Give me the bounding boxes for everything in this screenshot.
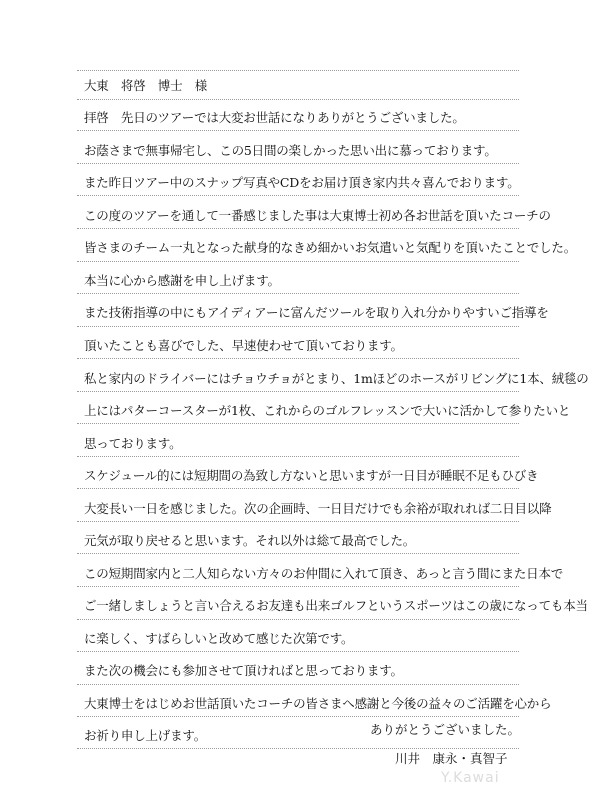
letter-line: 上にはパターコースターが1枚、これからのゴルフレッスンで大いに活かして参りたいと: [84, 403, 571, 418]
letter-line: 私と家内のドライバーにはチョウチョがとまり、1mほどのホースがリビングに1本、絨毯の: [84, 371, 589, 386]
letter-line: この度のツアーを通して一番感じました事は大東博士初め各お世話を頂いたコーチの: [84, 208, 551, 223]
letter-line: 大東博士をはじめお世話頂いたコーチの皆さまへ感謝と今後の益々のご活躍を心から: [84, 696, 552, 711]
ruled-line: [77, 651, 519, 652]
ruled-line: [77, 553, 519, 554]
ruled-line: [77, 163, 519, 164]
ruled-line: [77, 195, 519, 196]
letter-line: 皆さまのチーム一丸となった献身的なきめ細かいお気遣いと気配りを頂いたことでした。: [84, 240, 577, 255]
letter-line: 頂いたことも喜びでした、早速使わせて頂いております。: [84, 338, 403, 353]
letter-line: また技術指導の中にもアイディアーに富んだツールを取り入れ分かりやすいご指導を: [84, 305, 549, 320]
letter-line: 本当に心から感謝を申し上げます。: [84, 273, 280, 288]
letter-line: 思っております。: [84, 436, 182, 451]
letter-line: に楽しく、すばらしいと改めて感じた次第です。: [84, 631, 354, 646]
salutation: 大東 将啓 博士 様: [84, 78, 208, 93]
ruled-line: [77, 70, 519, 71]
letter-line: スケジュール的には短期間の為致し方ないと思いますが一日目が睡眠不足もひびき: [84, 468, 539, 483]
letter-line: 拝啓 先日のツアーでは大変お世話になりありがとうございました。: [84, 110, 465, 125]
letter-line: 元気が取り戻せると思います。それ以外は総て最高でした。: [84, 533, 416, 548]
letter-line: お祈り申し上げます。: [84, 728, 207, 743]
closing-phrase: ありがとうございました。: [370, 722, 521, 737]
letter-line: この短期間家内と二人知らない方々のお仲間に入れて頂き、あっと言う間にまた日本で: [84, 566, 564, 581]
ruled-line: [77, 586, 519, 587]
ruled-line: [77, 521, 519, 522]
ruled-line: [77, 684, 519, 685]
ruled-line: [77, 748, 519, 749]
ruled-line: [77, 716, 519, 717]
letter-line: 大変長い一日を感じました。次の企画時、一日目だけでも余裕が取れれば二日目以降: [84, 501, 552, 516]
letter-line: ご一緒しましょうと言い合えるお友達も出来ゴルフというスポーツはこの歳になっても本当: [84, 598, 588, 613]
ruled-line: [77, 293, 519, 294]
ruled-line: [77, 99, 519, 100]
ruled-line: [77, 619, 519, 620]
watermark: Y.Kawai: [441, 770, 500, 786]
signature: 川井 康永・真智子: [395, 751, 508, 766]
ruled-line: [77, 456, 519, 457]
ruled-line: [77, 228, 519, 229]
letter-line: また昨日ツアー中のスナップ写真やCDをお届け頂き家内共々喜んでおります。: [84, 175, 520, 190]
ruled-line: [77, 423, 519, 424]
letter-line: お蔭さまで無事帰宅し、この5日間の楽しかった思い出に慕っております。: [84, 143, 497, 158]
ruled-line: [77, 391, 519, 392]
ruled-line: [77, 261, 519, 262]
ruled-line: [77, 130, 519, 131]
ruled-line: [77, 488, 519, 489]
letter-line: また次の機会にも参加させて頂ければと思っております。: [84, 663, 403, 678]
ruled-line: [77, 326, 519, 327]
ruled-line: [77, 358, 519, 359]
